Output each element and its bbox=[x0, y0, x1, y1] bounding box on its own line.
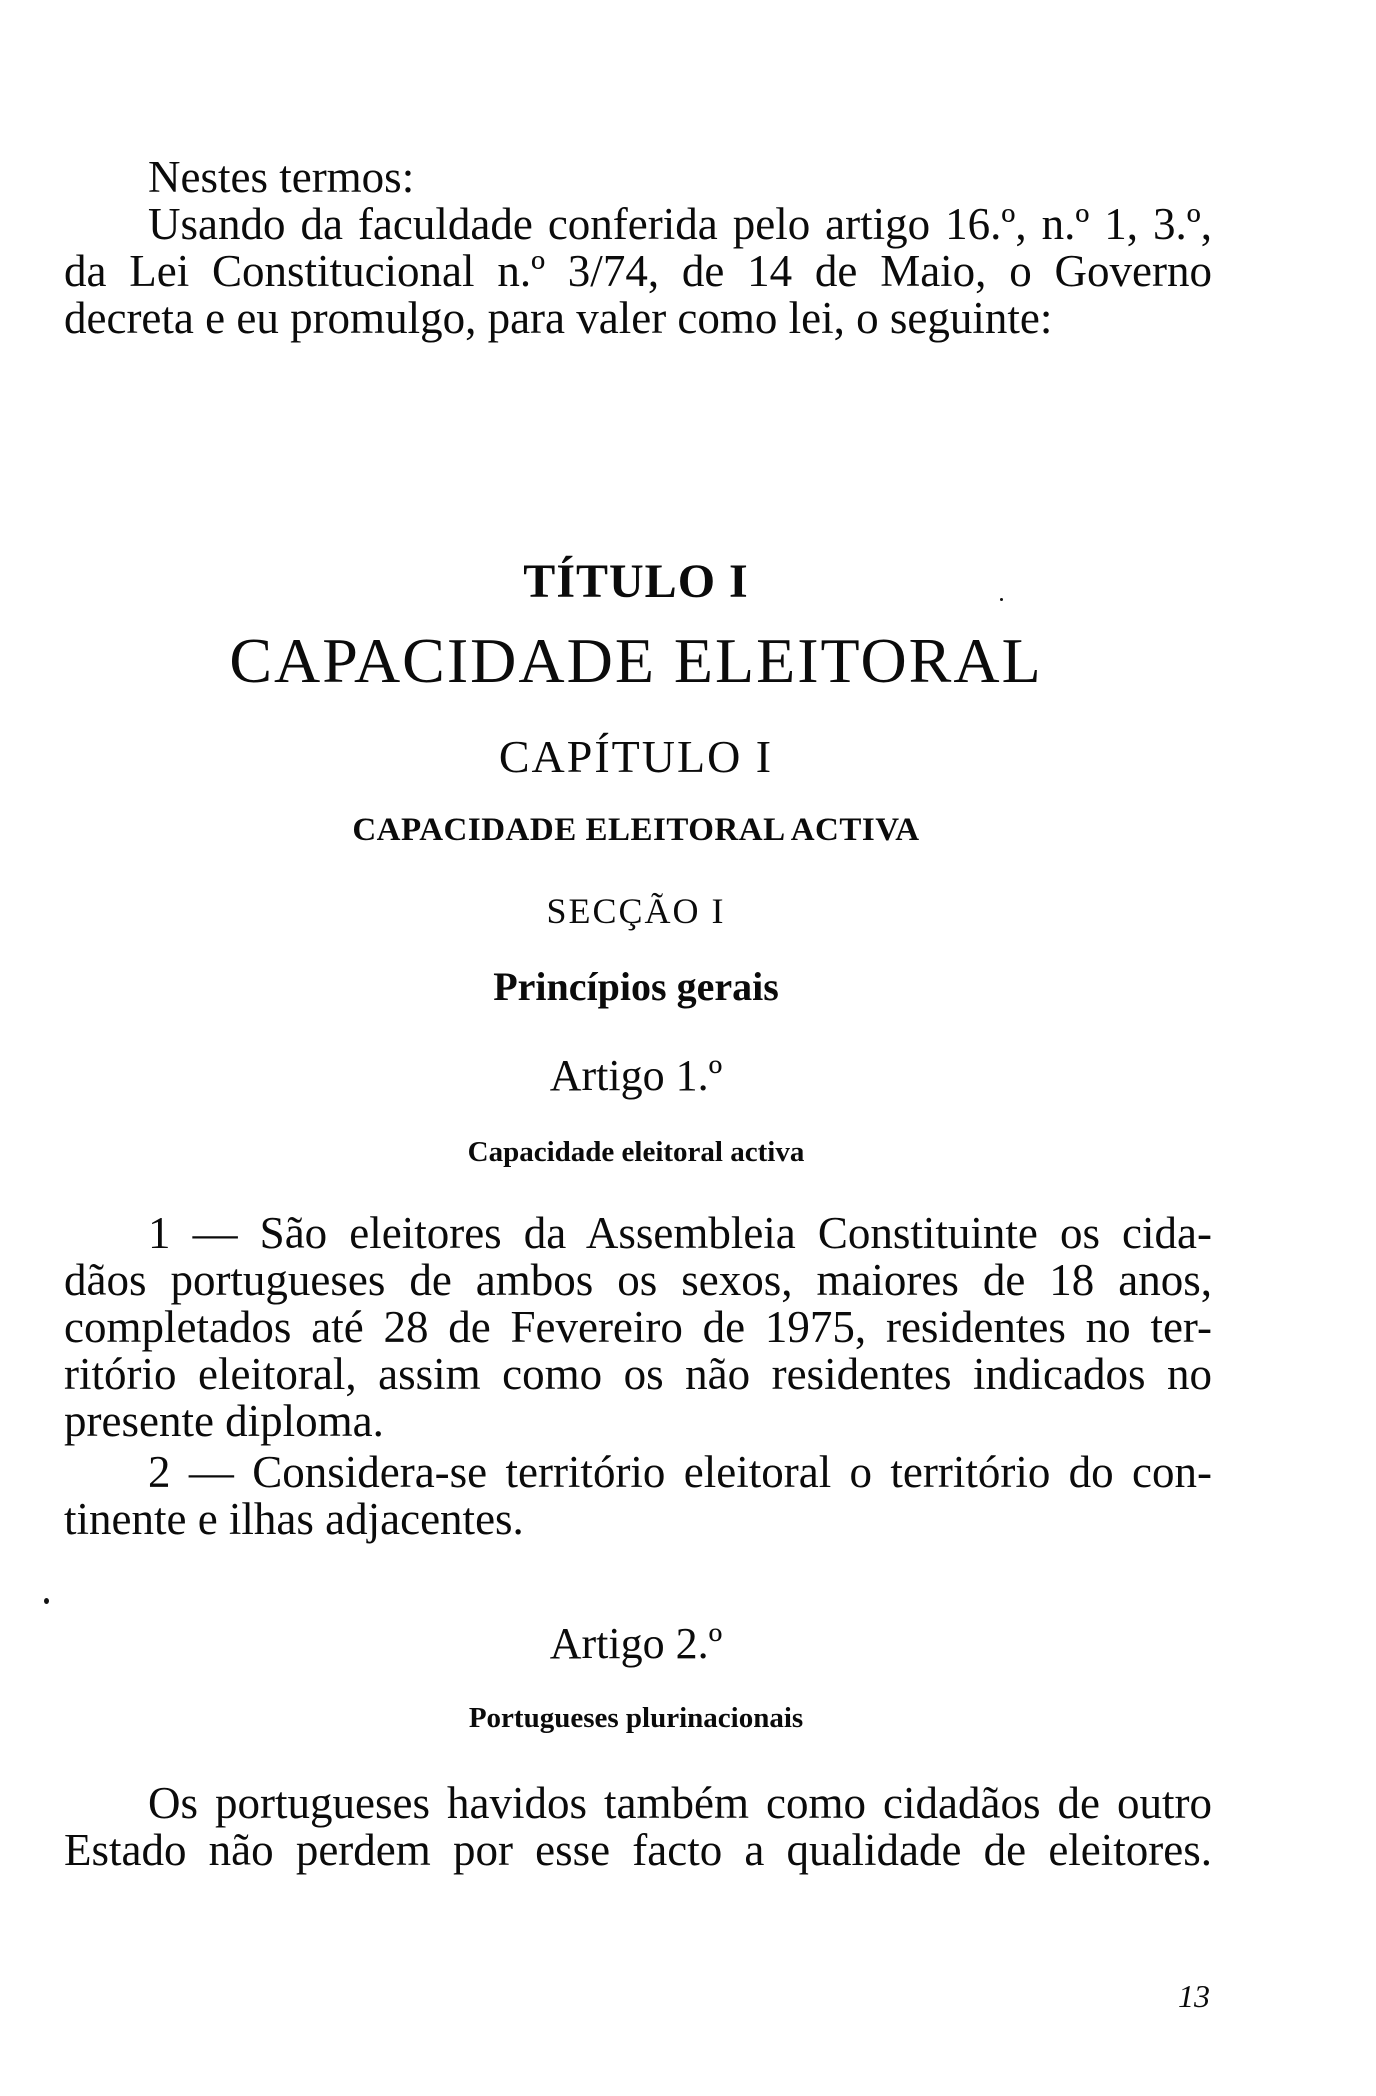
paragraph-line: dãos portugueses de ambos os sexos, maiores de 18 anos, bbox=[64, 1255, 1212, 1305]
capitulo-name: CAPACIDADE ELEITORAL ACTIVA bbox=[352, 812, 920, 848]
artigo-1-heading: Artigo 1.º bbox=[549, 1051, 723, 1100]
preamble bbox=[64, 154, 1212, 342]
preamble-line: Nestes termos: bbox=[148, 152, 415, 202]
titulo-heading: TÍTULO I bbox=[523, 555, 749, 608]
artigo-1-title: Capacidade eleitoral activa bbox=[467, 1136, 805, 1168]
paragraph-line: tinente e ilhas adjacentes. bbox=[64, 1494, 524, 1544]
seccao-heading: SECÇÃO I bbox=[546, 891, 726, 931]
capitulo-heading: CAPÍTULO I bbox=[498, 731, 774, 782]
artigo-1-paragraph-2 bbox=[64, 1449, 1212, 1543]
paragraph-line: ritório eleitoral, assim como os não residentes indicados no bbox=[64, 1349, 1212, 1399]
preamble-line: Usando da faculdade conferida pelo artigo 16.º, n.º 1, 3.º, bbox=[148, 199, 1212, 249]
titulo-name: CAPACIDADE ELEITORAL bbox=[229, 625, 1043, 696]
paragraph-line: completados até 28 de Fevereiro de 1975, residentes no ter- bbox=[64, 1302, 1212, 1352]
paragraph-line: 2 — Considera-se território eleitoral o território do con- bbox=[148, 1447, 1212, 1497]
scan-speck bbox=[1000, 598, 1003, 601]
preamble-line: da Lei Constitucional n.º 3/74, de 14 de Maio, o Governo bbox=[64, 246, 1212, 296]
paragraph-line: 1 — São eleitores da Assembleia Constituinte os cida- bbox=[148, 1208, 1212, 1258]
paragraph-line: Os portugueses havidos também como cidadãos de outro bbox=[148, 1778, 1212, 1828]
preamble-line: decreta e eu promulgo, para valer como lei, o seguinte: bbox=[64, 293, 1053, 343]
scan-speck bbox=[44, 1598, 49, 1604]
artigo-2-heading: Artigo 2.º bbox=[549, 1619, 723, 1668]
paragraph-line: presente diploma. bbox=[64, 1396, 384, 1446]
paragraph-line: Estado não perdem por esse facto a qualidade de eleitores. bbox=[64, 1825, 1212, 1875]
page-number: 13 bbox=[1178, 1978, 1210, 2014]
seccao-name: Princípios gerais bbox=[493, 964, 779, 1009]
artigo-2-title: Portugueses plurinacionais bbox=[468, 1702, 804, 1734]
artigo-2-paragraph bbox=[64, 1780, 1212, 1874]
artigo-1-paragraph-1 bbox=[64, 1210, 1212, 1445]
